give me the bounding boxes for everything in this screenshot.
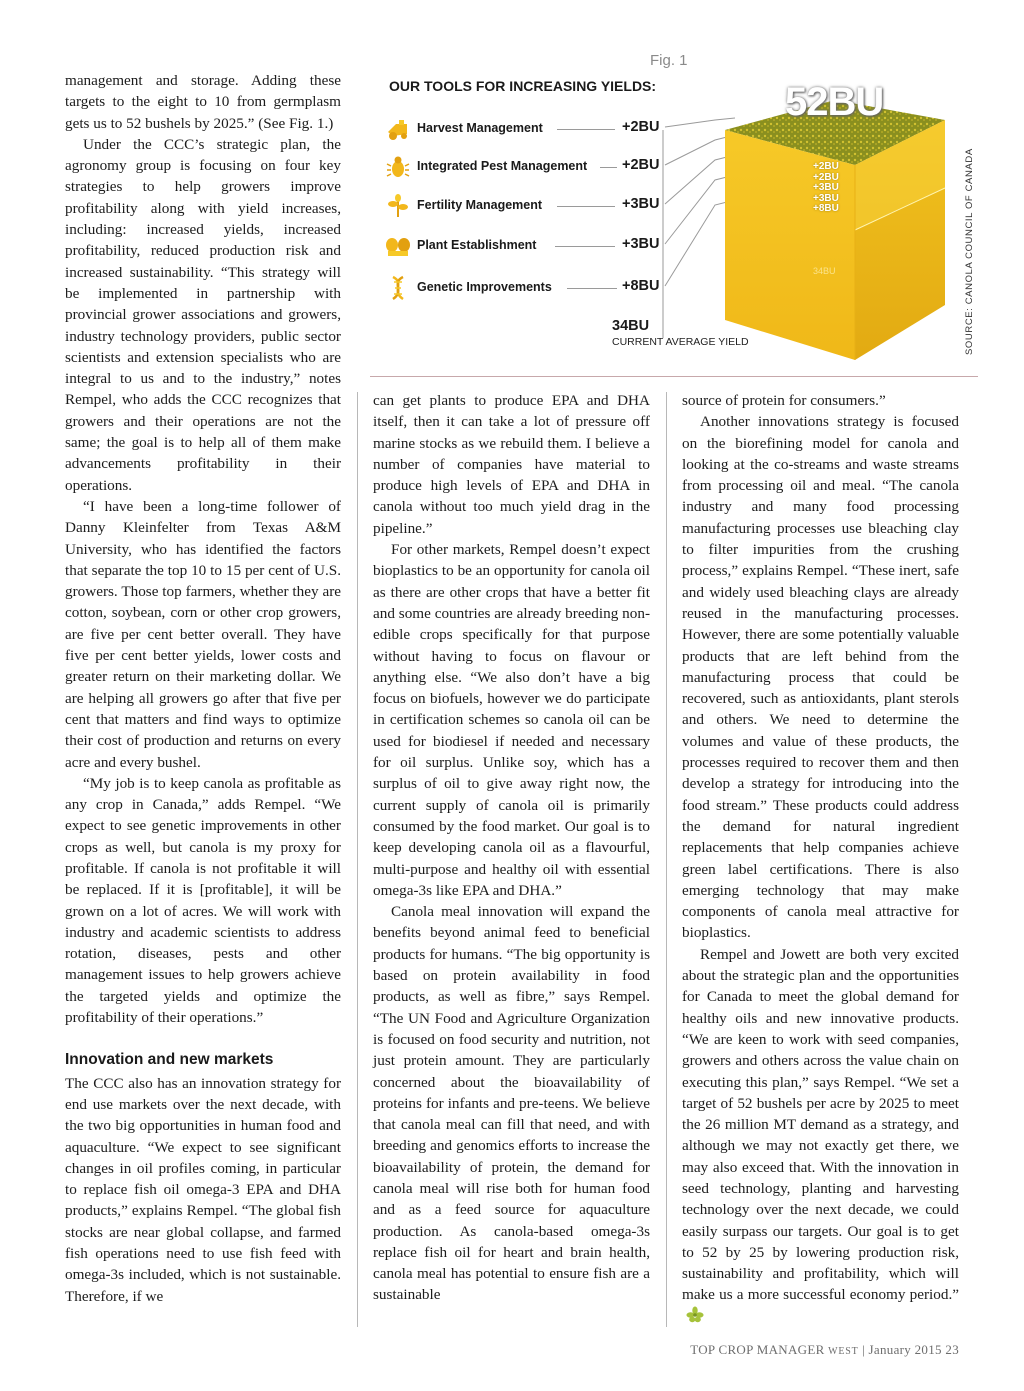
column-divider [357, 392, 358, 1327]
cube-layer-labels [813, 162, 839, 215]
tool-row-harvest [385, 116, 675, 142]
paragraph: “My job is to keep canola as profitable as any crop in Canada,” adds Rempel. “We expect to see genetic improvements in other crops as well, but canola is my proxy for profitable. If canola is not profitable it will be replaced. If it is [profitable], it will be grown on a lot of acres. We will work with industry and academic scientists to address rotation, diseases, pests and other management issues to help growers achieve the targeted yields and optimize the profitability of their operations.” [65, 774, 341, 1027]
tool-value: +3BU [622, 236, 660, 252]
dna-icon [385, 275, 411, 301]
leader-line [557, 129, 615, 130]
tool-row-genetics [385, 275, 675, 301]
paragraph: management and storage. Adding these targets to the eight to 10 from germplasm gets us to 52 bushels by 2025.” (See Fig. 1.) [65, 72, 341, 132]
paragraph: source of protein for consumers.” [682, 392, 886, 409]
figure-title: OUR TOOLS FOR INCREASING YIELDS: [389, 78, 657, 94]
tool-row-pest [385, 154, 675, 180]
magazine-name: TOP CROP MANAGER [690, 1342, 825, 1357]
canola-leaf-icon [686, 1306, 704, 1324]
seedling-icon [385, 233, 411, 259]
cube-layer-label: +2BU [813, 161, 839, 172]
article-column-2 [373, 390, 650, 1306]
leader-line [567, 288, 617, 289]
leader-line [600, 167, 617, 168]
base-yield-value: 34BU [612, 318, 650, 334]
cube-layer-label: +8BU [813, 203, 839, 214]
column-divider [666, 392, 667, 1327]
tool-name: Plant Establishment [417, 238, 537, 252]
paragraph: Canola meal innovation will expand the benefits beyond animal feed to beneficial products for humans. “The big opportunity is based on protein availability in food products, as well as fibre,” says Rempel. “The UN Food and Agriculture Organization is focused on food security and nutrition, not just protein amount. They are particularly concerned about the bioavailability of proteins for infants and pre-teens. We believe that canola meal can fill that need, and with breeding and genomics efforts to increase the bioavailability of protein, the demand for canola meal will rise both for human food and as a feed source for aquaculture production. As canola-based omega-3s replace fish oil for heart and brain health, canola meal has potential to ensure fish are a sustainable [373, 903, 650, 1304]
tool-row-establishment [385, 233, 675, 259]
article-column-3 [682, 390, 959, 1327]
cube-total-label: 52BU [785, 80, 884, 124]
tool-name: Integrated Pest Management [417, 159, 588, 173]
paragraph: “I have been a long-time follower of Danny Kleinfelter from Texas A&M University, who has identified the factors that separate the top 10 to 15 per cent of U.S. growers. Those top farmers, whether they are cotton, soybean, corn or other crop growers, are five per cent better overall. They have five per cent better yields, lower costs and greater return on their marketing dollar. We are helping all growers go after that five per cent that matters and find ways to optimize their cost of production and returns on every acre and every bushel. [65, 497, 341, 771]
leader-line [555, 246, 615, 247]
tool-value: +3BU [622, 196, 660, 212]
page-number: 23 [945, 1342, 959, 1357]
magazine-edition: WEST [828, 1346, 859, 1357]
cube-base-label: 34BU [813, 266, 836, 276]
cube-layer-label: +3BU [813, 192, 839, 204]
tool-value: +2BU [622, 157, 660, 173]
paragraph: can get plants to produce EPA and DHA itself, then it can take a lot of pressure off marine stocks as we rebuild them. I believe a number of companies have material to produce high levels of EPA and DHA in canola without too much yield drag in the pipeline.” [373, 392, 650, 537]
page-footer [690, 1342, 959, 1358]
paragraph: The CCC also has an innovation strategy for end use markets over the next decade, with the two big opportunities in human food and aquaculture. “We expect to see significant changes in oil profiles coming, in particular to replace fish oil omega-3 EPA and DHA products,” explains Rempel. “The global fish stocks are near global collapse, and farmed fish operations need to use fish feed with omega-3s included, which is not sustainable. Therefore, if we [65, 1074, 341, 1305]
paragraph: Under the CCC’s strategic plan, the agronomy group is focusing on four key strategies to help growers improve profitability along with yield increases, including: increased yields, increased profitability, reduced production risk and increased sustainability. “This strategy will be implemented in partnership with provincial grower associations and growers, industry technology providers, public sector scientists and extension specialists who are integral to us and to the industry,” notes Rempel, who adds the CCC recognizes that growers and their operations are not the same; the goal is to help all of them make advancements profitability in their operations. [65, 135, 341, 494]
tool-name: Genetic Improvements [417, 280, 552, 294]
tool-value: +2BU [622, 119, 660, 135]
harvest-icon [385, 116, 411, 142]
bug-icon [385, 154, 411, 180]
tool-name: Harvest Management [417, 121, 543, 135]
cube-layer-label: +3BU [813, 182, 839, 193]
cube-layer-label: +2BU [813, 171, 839, 183]
paragraph-text: Rempel and Jowett are both very excited about the strategic plan and the opportunities for Canada to meet the global demand for healthy oils and new innovative products. “We are keen to work with seed companies, growers and others across the value chain on executing this plan,” says Rempel. “We set a target of 52 bushels per acre by 2025 to meet the 26 million MT demand as a strategy, and although we may not exactly get there, we may also exceed that. With the innovation in seed technology, planting and harvesting technology over the next decade, we could easily surpass our targets. Our goal is to get to 52 by 25 by lowering production risk, sustainability and profitability, which will make us a more successful economy period.” [682, 945, 959, 1304]
base-yield-caption: CURRENT AVERAGE YIELD [612, 336, 749, 348]
figure-label: Fig. 1 [650, 52, 688, 69]
issue-date: | January 2015 [862, 1342, 942, 1357]
paragraph: For other markets, Rempel doesn’t expect bioplastics to be an opportunity for canola oil as there are other crops that have a better fit and some countries are already breeding non-edible crops specifically for that purpose without having to focus on flavour or anything else. “We also don’t have a big focus on biofuels, however we do participate in certification schemes so canola oil can be used for biodiesel if needed and necessary for oil surplus. Unlike soy, which has a surplus of oil to give away right now, the current supply of canola oil is primarily consumed by the food market. Our goal is to keep developing canola oil as a flavourful, multi-purpose and healthy oil with essential omega-3s like EPA and DHA.” [373, 541, 650, 899]
tool-row-fertility [385, 193, 675, 219]
tool-value: +8BU [622, 278, 660, 294]
tool-name: Fertility Management [417, 198, 543, 212]
paragraph: Another innovations strategy is focused on the biorefining model for canola and looking at the co-streams and waste streams from processing oil and meal. “The canola industry and many food processing manufacturing processes use bleaching clay to filter impurities from the crushing process,” explains Rempel. “These inert, safe and widely used bleaching clays are already reused in the manufacturing processes. However, there are some potentially valuable products that are left behind from the manufacturing process that could be recovered, such as antioxidants, plant sterols and others. We need to determine the volumes and value of these products, the processes required to recover them and then develop a strategy for introducing into the food stream.” These products could address the demand for natural ingredient replacements that help companies achieve green label certifications. There is also emerging technology that may make components of canola meal attractive for bioplastics. [682, 413, 959, 942]
figure-source: SOURCE: CANOLA COUNCIL OF CANADA [964, 148, 975, 355]
leader-line [557, 206, 615, 207]
figure-divider [370, 376, 978, 377]
yield-figure [375, 50, 985, 380]
paragraph [682, 944, 959, 1327]
article-column-1 [65, 70, 341, 1307]
section-heading: Innovation and new markets [65, 1051, 274, 1069]
sprout-icon [385, 193, 411, 219]
